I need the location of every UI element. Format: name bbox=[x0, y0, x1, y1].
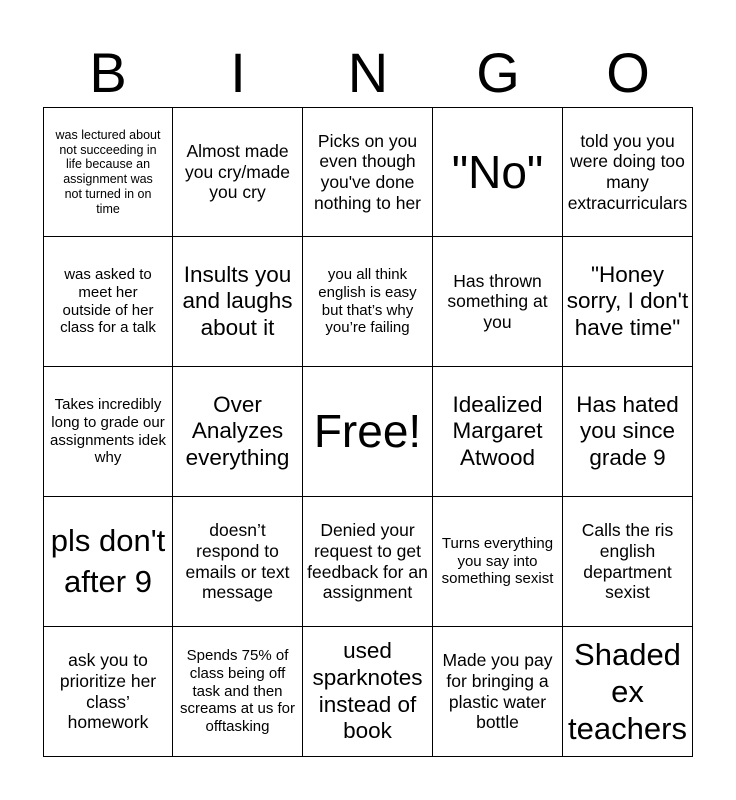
cell-text: you all think english is easy but that’s why you’re failing bbox=[318, 266, 417, 337]
bingo-cell[interactable] bbox=[433, 237, 563, 367]
cell-text: Over Analyzes everything bbox=[185, 391, 290, 470]
cell-text: Idealized Margaret Atwood bbox=[452, 391, 543, 470]
bingo-cell[interactable] bbox=[173, 627, 303, 757]
bingo-cell[interactable] bbox=[43, 627, 173, 757]
cell-text: Spends 75% of class being off task and then screams at us for offtasking bbox=[179, 647, 296, 736]
cell-text: pls don't after 9 bbox=[50, 523, 166, 599]
cell-text: doesn’t respond to emails or text message bbox=[185, 520, 290, 603]
bingo-cell[interactable] bbox=[43, 497, 173, 627]
header-letter-n: N bbox=[347, 41, 389, 104]
bingo-cell[interactable] bbox=[173, 237, 303, 367]
bingo-cell[interactable] bbox=[303, 107, 433, 237]
cell-text: "No" bbox=[451, 145, 544, 198]
cell-text: Has hated you since grade 9 bbox=[576, 391, 679, 470]
bingo-cell[interactable] bbox=[433, 497, 563, 627]
cell-text: Has thrown something at you bbox=[447, 270, 548, 332]
bingo-cell[interactable] bbox=[173, 497, 303, 627]
cell-text: Insults you and laughs about it bbox=[182, 261, 293, 340]
cell-text: Shaded ex teachers bbox=[568, 636, 687, 747]
header-letter-o: O bbox=[606, 41, 650, 104]
cell-text: Takes incredibly long to grade our assignments idek why bbox=[50, 396, 166, 467]
cell-text: was asked to meet her outside of her class for a talk bbox=[60, 266, 156, 337]
bingo-cell[interactable] bbox=[43, 237, 173, 367]
free-space-text: Free! bbox=[313, 405, 422, 458]
header-letter-i: I bbox=[230, 41, 246, 104]
cell-text: used sparknotes instead of book bbox=[312, 638, 423, 744]
cell-text: Made you pay for bringing a plastic water bottle bbox=[442, 650, 553, 733]
bingo-cell[interactable] bbox=[563, 627, 693, 757]
bingo-cell[interactable] bbox=[563, 237, 693, 367]
bingo-board bbox=[43, 107, 693, 757]
cell-text: Calls the ris english department sexist bbox=[581, 520, 674, 603]
cell-text: Turns everything you say into something sexist bbox=[441, 534, 554, 588]
bingo-cell[interactable] bbox=[43, 107, 173, 237]
cell-text: Denied your request to get feedback for an assignment bbox=[307, 520, 428, 603]
bingo-header bbox=[43, 42, 693, 104]
cell-text: told you you were doing too many extracurriculars bbox=[567, 130, 688, 213]
header-letter-g: G bbox=[476, 41, 520, 104]
bingo-cell[interactable] bbox=[433, 367, 563, 497]
cell-text: was lectured about not succeeding in life because an assignment was not turned in on time bbox=[55, 127, 161, 216]
cell-text: Almost made you cry/made you cry bbox=[184, 141, 291, 203]
bingo-cell[interactable] bbox=[173, 107, 303, 237]
cell-text: Picks on you even though you've done nothing to her bbox=[313, 130, 422, 213]
header-letter-b: B bbox=[89, 41, 127, 104]
bingo-cell[interactable] bbox=[173, 367, 303, 497]
bingo-cell[interactable] bbox=[433, 627, 563, 757]
cell-text: ask you to prioritize her class’ homework bbox=[59, 650, 157, 733]
bingo-cell[interactable] bbox=[303, 497, 433, 627]
bingo-cell[interactable] bbox=[563, 107, 693, 237]
bingo-cell[interactable] bbox=[563, 367, 693, 497]
bingo-cell[interactable] bbox=[303, 627, 433, 757]
free-space-cell[interactable] bbox=[303, 367, 433, 497]
cell-text: "Honey sorry, I don't have time" bbox=[566, 261, 689, 340]
bingo-cell[interactable] bbox=[433, 107, 563, 237]
bingo-cell[interactable] bbox=[43, 367, 173, 497]
bingo-cell[interactable] bbox=[303, 237, 433, 367]
bingo-cell[interactable] bbox=[563, 497, 693, 627]
